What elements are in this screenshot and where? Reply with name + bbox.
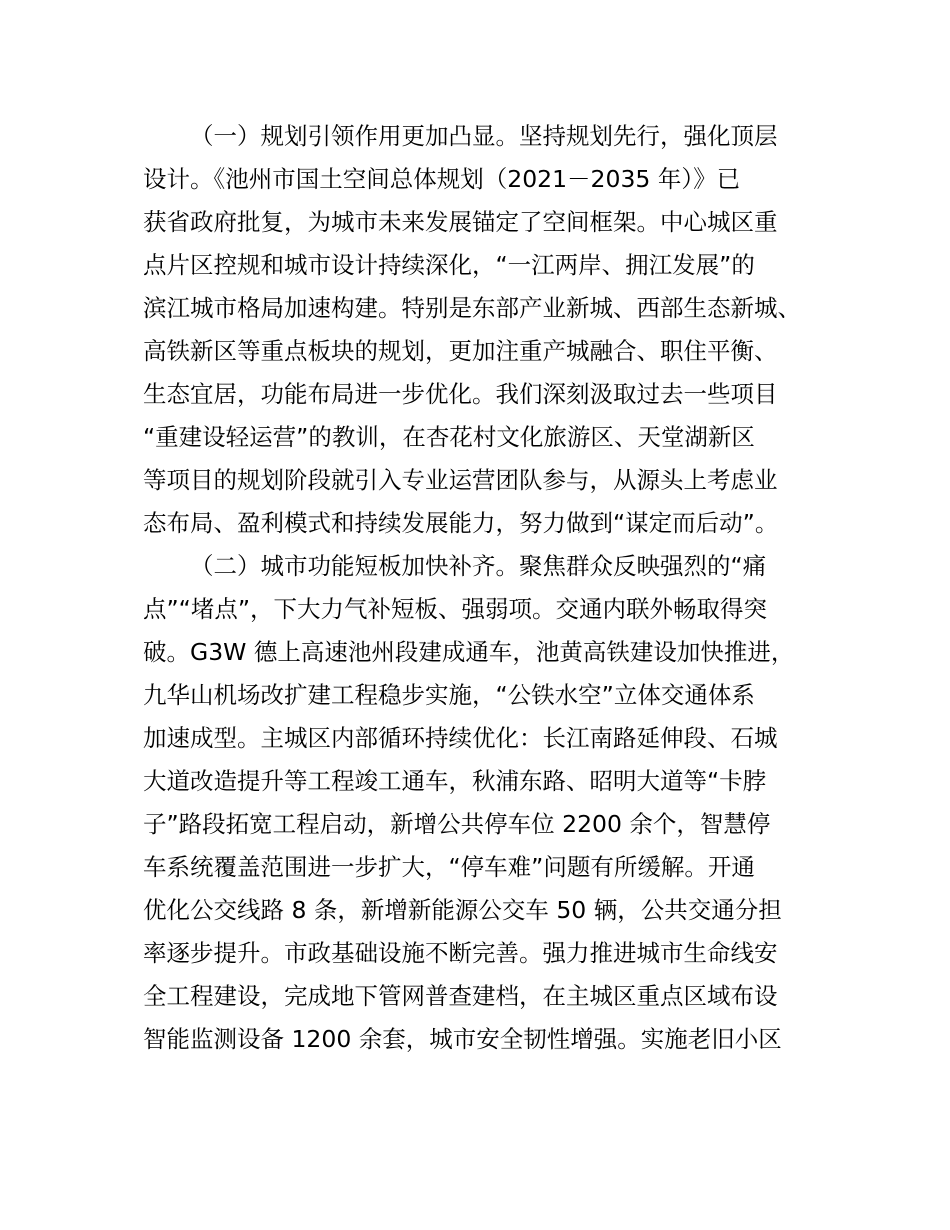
text-line: “重建设轻运营”的教训，在杏花村文化旅游区、天堂湖新区: [143, 423, 755, 451]
text-line: 九华山机场改扩建工程稳步实施，“公铁水空”立体交通体系: [143, 681, 755, 709]
text-line: 优化公交线路 8 条，新增新能源公交车 50 辆，公共交通分担: [143, 896, 782, 924]
text-line: 加速成型。主城区内部循环持续优化：长江南路延伸段、石城: [143, 724, 778, 752]
document-body: [143, 115, 833, 1061]
text-line: 大道改造提升等工程竣工通车，秋浦东路、昭明大道等“卡脖: [143, 767, 767, 795]
text-line: 率逐步提升。市政基础设施不断完善。强力推进城市生命线安: [143, 939, 778, 967]
text-line: 点”“堵点”，下大力气补短板、强弱项。交通内联外畅取得突: [143, 595, 768, 623]
text-line: 车系统覆盖范围进一步扩大，“停车难”问题有所缓解。开通: [143, 853, 755, 881]
text-line: 子”路段拓宽工程启动，新增公共停车位 2200 余个，智慧停: [143, 810, 771, 838]
text-line: 点片区控规和城市设计持续深化，“一江两岸、拥江发展”的: [143, 251, 755, 279]
text-line: （一）规划引领作用更加凸显。坚持规划先行，强化顶层: [190, 122, 778, 150]
text-line: 设计。《池州市国土空间总体规划（2021－2035 年）》已: [143, 165, 741, 193]
text-line: 等项目的规划阶段就引入专业运营团队参与，从源头上考虑业: [143, 466, 778, 494]
text-line: 态布局、盈利模式和持续发展能力，努力做到“谋定而后动”。: [143, 509, 779, 537]
text-line: 全工程建设，完成地下管网普查建档，在主城区重点区域布设: [143, 982, 778, 1010]
paragraph-functions: [143, 545, 833, 1061]
text-line: （二）城市功能短板加快补齐。聚焦群众反映强烈的“痛: [190, 552, 767, 580]
text-line: 破。G3W 德上高速池州段建成通车，池黄高铁建设加快推进，: [143, 638, 795, 666]
text-line: 智能监测设备 1200 余套，城市安全韧性增强。实施老旧小区: [143, 1025, 782, 1053]
text-line: 高铁新区等重点板块的规划，更加注重产城融合、职住平衡、: [143, 337, 778, 365]
paragraph-planning: [143, 115, 833, 545]
text-line: 滨江城市格局加速构建。特别是东部产业新城、西部生态新城、: [143, 294, 801, 322]
text-line: 获省政府批复，为城市未来发展锚定了空间框架。中心城区重: [143, 208, 778, 236]
text-line: 生态宜居，功能布局进一步优化。我们深刻汲取过去一些项目: [143, 380, 778, 408]
